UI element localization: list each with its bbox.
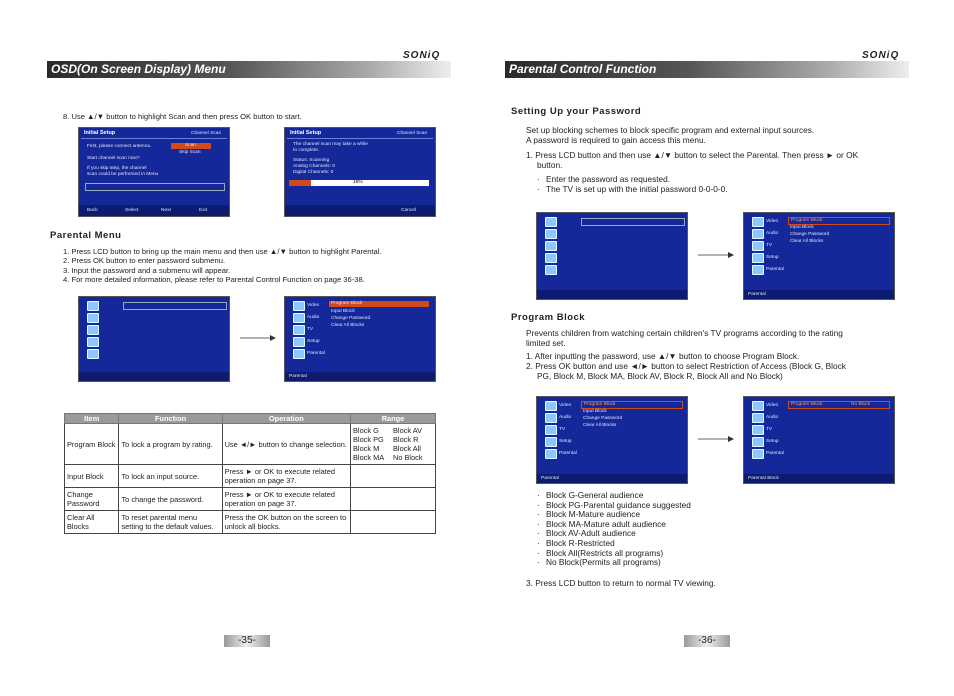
screen-text: Analog Channels: 0 (293, 164, 335, 169)
divider (287, 138, 433, 139)
step: 2. Press OK button and use ◄/► button to select Restriction of Access (Block G, Block (526, 361, 846, 371)
menu-parental[interactable]: Parental (307, 351, 325, 356)
scan-progress-fill (289, 180, 311, 186)
page-header-title: OSD(On Screen Display) Menu (51, 62, 226, 76)
audio-icon (752, 413, 764, 423)
footer-exit: Exit (199, 208, 207, 213)
menu-parental[interactable]: Parental (766, 267, 784, 272)
footer-label: Parental (541, 476, 559, 481)
table-cell (351, 488, 436, 511)
menu-setup[interactable]: Setup (559, 439, 572, 444)
setup-icon (293, 337, 305, 347)
password-heading: Setting Up your Password (511, 106, 642, 117)
menu-audio[interactable]: Audio (766, 231, 779, 236)
setup-icon (752, 253, 764, 263)
tv-icon (545, 241, 557, 251)
tv-icon (752, 425, 764, 435)
screen-subtitle: Channel Scan (191, 131, 222, 136)
menu-setup[interactable]: Setup (766, 439, 779, 444)
skip-scan-option[interactable]: Skip Scan (179, 150, 201, 155)
parental-function-table (64, 413, 436, 534)
menu-item-program-block: Program Block (791, 218, 823, 223)
menu-tv[interactable]: TV (559, 427, 566, 432)
footer-cancel: Cancel (401, 208, 416, 213)
footer-bar (285, 372, 435, 381)
table-cell (351, 511, 436, 534)
menu-item-input-block[interactable]: Input Block (331, 309, 355, 314)
main-menu-screen (536, 212, 688, 300)
rating-select-screen (743, 396, 895, 484)
table-cell (351, 465, 436, 488)
page-number: -35- (224, 635, 270, 647)
table-cell: Clear All Blocks (65, 511, 119, 534)
parental-steps (63, 247, 443, 285)
screen-text: Status: Scanning (293, 158, 330, 163)
paragraph: limited set. (526, 338, 566, 348)
screen-text: The channel scan may take a while (293, 142, 368, 147)
parental-icon (87, 349, 99, 359)
footer-bar (744, 290, 894, 299)
range-value: No Block (393, 453, 423, 462)
menu-tv[interactable]: TV (766, 243, 773, 248)
parental-icon (545, 265, 557, 275)
table-cell: Use ◄/► button to change selection. (222, 424, 350, 465)
menu-item-program-block: Program Block (791, 402, 823, 407)
setup-icon (752, 437, 764, 447)
menu-video[interactable]: Video (559, 403, 572, 408)
menu-item-change-password[interactable]: Change Password (331, 316, 371, 321)
password-field[interactable] (581, 218, 685, 226)
setup-icon (87, 337, 99, 347)
menu-audio[interactable]: Audio (559, 415, 572, 420)
audio-icon (87, 313, 99, 323)
initial-setup-screen (78, 127, 230, 217)
page-header-title: Parental Control Function (509, 62, 657, 76)
step: 2. Press OK button to enter password submenu. (63, 256, 226, 266)
brand-logo: SONiQ (403, 50, 441, 61)
step: 4. For more detailed information, please refer to Parental Control Function on page 36-38. (63, 275, 365, 285)
table-cell: Press ► or OK to execute related operation on page 37. (222, 465, 350, 488)
table-cell: Press the OK button on the screen to unlock all blocks. (222, 511, 350, 534)
bullet-item: · Block R-Restricted (537, 539, 691, 549)
bullet-item: · Block G-General audience (537, 491, 691, 501)
table-cell: To lock an input source. (119, 465, 222, 488)
arrow-icon (240, 334, 276, 342)
bullet-item: · Enter the password as requested. (537, 175, 728, 185)
menu-video[interactable]: Video (766, 403, 779, 408)
scan-option-highlight[interactable] (171, 143, 211, 149)
footer-bar (537, 474, 687, 483)
table-header: Function (119, 414, 222, 424)
range-cell (351, 424, 436, 465)
screen-subtitle: Channel Scan (397, 131, 428, 136)
scan-option: Scan (185, 143, 196, 148)
audio-icon (752, 229, 764, 239)
footer-label: Parental (748, 292, 766, 297)
video-icon (545, 217, 557, 227)
bullet-item: · Block PG-Parental guidance suggested (537, 501, 691, 511)
step: 3. Input the password and a submenu will appear. (63, 265, 231, 275)
table-header: Item (65, 414, 119, 424)
program-block-highlight[interactable] (581, 401, 683, 409)
rating-bullets (537, 491, 691, 568)
parental-icon (545, 449, 557, 459)
parental-icon (752, 449, 764, 459)
menu-item-clear-all[interactable]: Clear All Blocks (790, 239, 824, 244)
step-8: 8. Use ▲/▼ button to highlight Scan and then press OK button to start. (63, 112, 302, 121)
range-value: Block PG (353, 435, 384, 444)
tv-icon (752, 241, 764, 251)
table-row (65, 488, 436, 511)
bullet-item: · The TV is set up with the initial password 0-0-0-0. (537, 185, 728, 195)
table-cell: Program Block (65, 424, 119, 465)
table-cell: To lock a program by rating. (119, 424, 222, 465)
footer-select: Select (125, 208, 139, 213)
video-icon (752, 401, 764, 411)
table-cell: To change the password. (119, 488, 222, 511)
program-block-highlight[interactable] (788, 217, 890, 225)
table-row (65, 424, 436, 465)
parental-menu-heading: Parental Menu (50, 230, 122, 241)
tv-icon (293, 325, 305, 335)
arrow-icon (698, 251, 734, 259)
video-icon (545, 401, 557, 411)
bullet-item: · Block All(Restricts all programs) (537, 549, 691, 559)
menu-item-input-block[interactable]: Input Block (790, 225, 814, 230)
footer-back: Back (87, 208, 98, 213)
range-value: Block All (393, 444, 421, 453)
menu-tv[interactable]: TV (307, 327, 314, 332)
footer-bar (744, 474, 894, 483)
program-block-highlight[interactable] (329, 301, 429, 307)
step: PG, Block M, Block MA, Block AV, Block R, Block All and No Block) (537, 371, 783, 381)
paragraph: Set up blocking schemes to block specific program and external input sources. (526, 125, 815, 135)
video-icon (87, 301, 99, 311)
parental-icon (752, 265, 764, 275)
menu-item-program-block: Program Block (584, 402, 616, 407)
menu-audio[interactable]: Audio (766, 415, 779, 420)
footer-bar (285, 205, 435, 216)
program-block-screen (536, 396, 688, 484)
rating-value: No Block (851, 402, 871, 407)
screen-text: scan could be performed in Menu (87, 172, 159, 177)
program-block-highlight[interactable] (788, 401, 890, 409)
menu-item-input-block[interactable]: Input Block (583, 409, 607, 414)
program-block-heading: Program Block (511, 312, 586, 323)
arrow-icon (698, 435, 734, 443)
step: button. (537, 160, 563, 170)
table-header: Operation (222, 414, 350, 424)
range-value: Block G (353, 426, 379, 435)
parental-menu-screen (743, 212, 895, 300)
menu-parental[interactable]: Parental (559, 451, 577, 456)
audio-icon (545, 413, 557, 423)
setup-icon (545, 253, 557, 263)
password-field[interactable] (123, 302, 227, 310)
tv-icon (545, 425, 557, 435)
video-icon (293, 301, 305, 311)
menu-item-clear-all[interactable]: Clear All Blocks (583, 423, 617, 428)
footer-bar (79, 205, 229, 216)
scan-progress-percent: 16% (353, 180, 363, 185)
screen-text: First, please connect antenna. (87, 144, 152, 149)
step: 1. Press LCD button to bring up the main menu and then use ▲/▼ button to highlight Parental. (63, 247, 382, 256)
menu-video[interactable]: Video (307, 303, 320, 308)
footer-next: Next (161, 208, 171, 213)
screen-text: to complete. (293, 148, 320, 153)
footer-label: Parental (289, 374, 307, 379)
range-value: Block R (393, 435, 419, 444)
menu-setup[interactable]: Setup (307, 339, 320, 344)
screen-text: Start channel scan now? (87, 156, 140, 161)
table-cell: Input Block (65, 465, 119, 488)
password-bullets (537, 175, 728, 194)
footer-bar (537, 290, 687, 299)
table-header: Range (351, 414, 436, 424)
menu-item-clear-all[interactable]: Clear All Blocks (331, 323, 365, 328)
table-cell: Change Password (65, 488, 119, 511)
range-value: Block M (353, 444, 380, 453)
menu-audio[interactable]: Audio (307, 315, 320, 320)
table-cell: To reset parental menu setting to the default values. (119, 511, 222, 534)
menu-item-change-password[interactable]: Change Password (790, 232, 830, 237)
table-row (65, 511, 436, 534)
video-icon (752, 217, 764, 227)
tv-icon (87, 325, 99, 335)
parental-menu-screen (284, 296, 436, 382)
footer-label: Parental Block (748, 476, 779, 481)
setup-icon (545, 437, 557, 447)
bullet-item: · Block AV-Adult audience (537, 529, 691, 539)
menu-item-program-block: Program Block (331, 301, 363, 306)
step: 3. Press LCD button to return to normal TV viewing. (526, 578, 716, 588)
paragraph: Prevents children from watching certain children's TV programs according to the rating (526, 328, 843, 338)
screen-title: Initial Setup (84, 130, 116, 136)
menu-item-change-password[interactable]: Change Password (583, 416, 623, 421)
header-bar-left (47, 61, 451, 78)
bullet-item: · Block MA-Mature adult audience (537, 520, 691, 530)
table-row (65, 465, 436, 488)
parental-icon (293, 349, 305, 359)
table-cell: Press ► or OK to execute related operation on page 37. (222, 488, 350, 511)
progress-bar (85, 183, 225, 191)
divider (81, 138, 227, 139)
bullet-item: · No Block(Permits all programs) (537, 558, 691, 568)
paragraph: A password is required to gain access this menu. (526, 135, 706, 145)
screen-title: Initial Setup (290, 130, 322, 136)
menu-tv[interactable]: TV (766, 427, 773, 432)
brand-logo: SONiQ (862, 50, 900, 61)
audio-icon (545, 229, 557, 239)
scan-progress-bar (289, 180, 429, 186)
main-menu-screen (78, 296, 230, 382)
menu-setup[interactable]: Setup (766, 255, 779, 260)
range-value: Block AV (393, 426, 423, 435)
channel-scan-screen (284, 127, 436, 217)
page-number: -36- (684, 635, 730, 647)
menu-parental[interactable]: Parental (766, 451, 784, 456)
menu-video[interactable]: Video (766, 219, 779, 224)
step: 1. Press LCD button and then use ▲/▼ button to select the Parental. Then press ► or OK (526, 150, 859, 160)
step: 1. After inputting the password, use ▲/▼ button to choose Program Block. (526, 351, 800, 361)
bullet-item: · Block M-Mature audience (537, 510, 691, 520)
footer-bar (79, 372, 229, 381)
range-value: Block MA (353, 453, 385, 462)
screen-text: If you skip step, the channel (87, 166, 147, 171)
screen-text: Digital Channels: 0 (293, 170, 334, 175)
header-bar-right (505, 61, 909, 78)
audio-icon (293, 313, 305, 323)
